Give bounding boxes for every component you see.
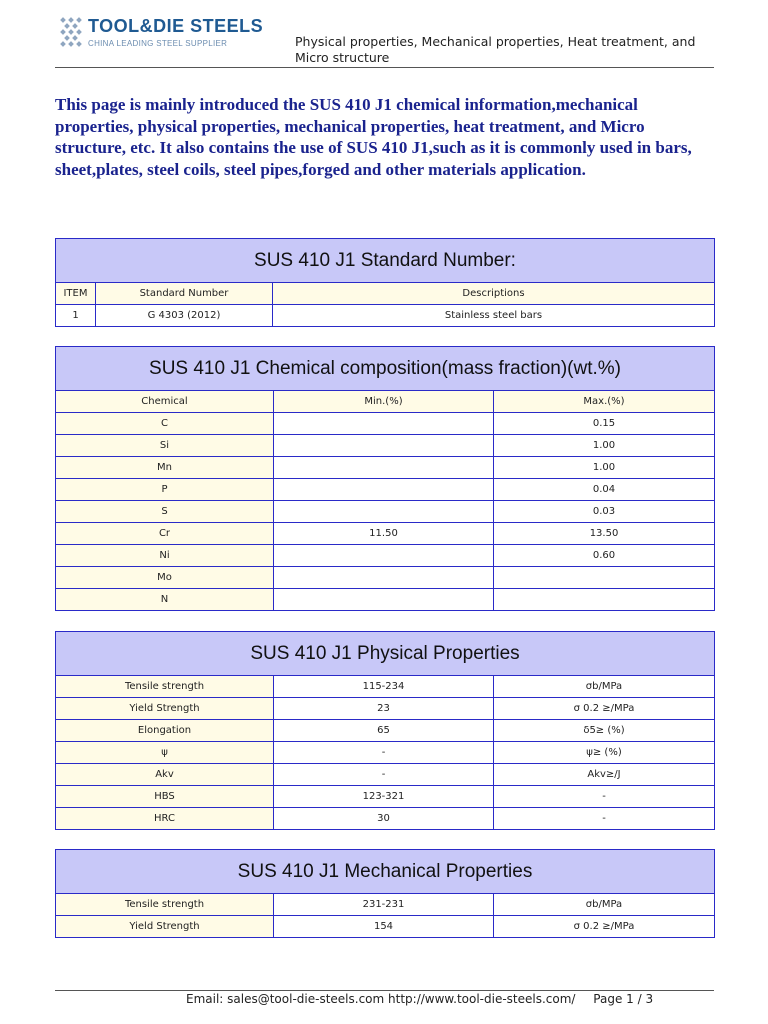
table-header-row bbox=[56, 283, 715, 305]
property-cell: HBS bbox=[56, 786, 274, 808]
value-cell: 231-231 bbox=[274, 894, 494, 916]
column-header: Chemical bbox=[56, 391, 274, 413]
value-cell: 123-321 bbox=[274, 786, 494, 808]
element-cell: Ni bbox=[56, 545, 274, 567]
column-header: Descriptions bbox=[273, 283, 715, 305]
table-row bbox=[56, 589, 715, 611]
table-cell: G 4303 (2012) bbox=[96, 305, 273, 327]
mechanical-properties-table bbox=[55, 849, 715, 938]
table-row bbox=[56, 720, 715, 742]
min-cell bbox=[274, 501, 494, 523]
min-cell bbox=[274, 435, 494, 457]
max-cell: 1.00 bbox=[494, 435, 715, 457]
max-cell: 1.00 bbox=[494, 457, 715, 479]
value-cell: 23 bbox=[274, 698, 494, 720]
header-divider bbox=[55, 67, 714, 68]
unit-cell: ψ≥ (%) bbox=[494, 742, 715, 764]
table-row bbox=[56, 501, 715, 523]
max-cell: 0.03 bbox=[494, 501, 715, 523]
property-cell: ψ bbox=[56, 742, 274, 764]
unit-cell: - bbox=[494, 808, 715, 830]
chemical-section-title: SUS 410 J1 Chemical composition(mass fraction)(wt.%) bbox=[56, 347, 715, 391]
logo-title: TOOL&DIE STEELS bbox=[88, 16, 264, 36]
table-header-row bbox=[56, 391, 715, 413]
property-cell: Tensile strength bbox=[56, 676, 274, 698]
physical-properties-table bbox=[55, 631, 715, 830]
value-cell: 154 bbox=[274, 916, 494, 938]
min-cell bbox=[274, 589, 494, 611]
logo-tagline: CHINA LEADING STEEL SUPPLIER bbox=[88, 39, 228, 48]
table-row bbox=[56, 435, 715, 457]
value-cell: - bbox=[274, 742, 494, 764]
standard-section-title: SUS 410 J1 Standard Number: bbox=[56, 239, 715, 283]
max-cell bbox=[494, 589, 715, 611]
table-row bbox=[56, 894, 715, 916]
unit-cell: δ5≥ (%) bbox=[494, 720, 715, 742]
property-cell: Tensile strength bbox=[56, 894, 274, 916]
element-cell: P bbox=[56, 479, 274, 501]
footer-divider bbox=[55, 990, 714, 991]
min-cell bbox=[274, 479, 494, 501]
table-row bbox=[56, 523, 715, 545]
column-header: ITEM bbox=[56, 283, 96, 305]
value-cell: 30 bbox=[274, 808, 494, 830]
column-header: Standard Number bbox=[96, 283, 273, 305]
element-cell: N bbox=[56, 589, 274, 611]
element-cell: S bbox=[56, 501, 274, 523]
element-cell: Mo bbox=[56, 567, 274, 589]
table-row bbox=[56, 698, 715, 720]
table-row bbox=[56, 786, 715, 808]
table-row bbox=[56, 567, 715, 589]
table-row bbox=[56, 916, 715, 938]
page-footer bbox=[186, 992, 653, 1006]
element-cell: Cr bbox=[56, 523, 274, 545]
max-cell bbox=[494, 567, 715, 589]
min-cell bbox=[274, 413, 494, 435]
table-row bbox=[56, 413, 715, 435]
table-row bbox=[56, 742, 715, 764]
value-cell: - bbox=[274, 764, 494, 786]
standard-number-table bbox=[55, 238, 715, 327]
table-row bbox=[56, 676, 715, 698]
property-cell: Akv bbox=[56, 764, 274, 786]
max-cell: 0.15 bbox=[494, 413, 715, 435]
column-header: Min.(%) bbox=[274, 391, 494, 413]
table-row bbox=[56, 545, 715, 567]
value-cell: 115-234 bbox=[274, 676, 494, 698]
physical-section-title: SUS 410 J1 Physical Properties bbox=[56, 632, 715, 676]
min-cell bbox=[274, 545, 494, 567]
min-cell bbox=[274, 457, 494, 479]
mechanical-section-title: SUS 410 J1 Mechanical Properties bbox=[56, 850, 715, 894]
min-cell: 11.50 bbox=[274, 523, 494, 545]
column-header: Max.(%) bbox=[494, 391, 715, 413]
max-cell: 0.04 bbox=[494, 479, 715, 501]
unit-cell: Akv≥/J bbox=[494, 764, 715, 786]
table-row bbox=[56, 305, 715, 327]
page-number: Page 1 / 3 bbox=[593, 992, 654, 1006]
table-row bbox=[56, 808, 715, 830]
property-cell: Yield Strength bbox=[56, 916, 274, 938]
max-cell: 0.60 bbox=[494, 545, 715, 567]
unit-cell: σb/MPa bbox=[494, 894, 715, 916]
max-cell: 13.50 bbox=[494, 523, 715, 545]
element-cell: Si bbox=[56, 435, 274, 457]
unit-cell: σb/MPa bbox=[494, 676, 715, 698]
unit-cell: σ 0.2 ≥/MPa bbox=[494, 698, 715, 720]
footer-url-link[interactable]: http://www.tool-die-steels.com/ bbox=[388, 992, 576, 1006]
company-logo bbox=[60, 14, 280, 50]
table-cell: 1 bbox=[56, 305, 96, 327]
property-cell: Elongation bbox=[56, 720, 274, 742]
unit-cell: - bbox=[494, 786, 715, 808]
unit-cell: σ 0.2 ≥/MPa bbox=[494, 916, 715, 938]
chemical-composition-table bbox=[55, 346, 715, 611]
intro-paragraph: This page is mainly introduced the SUS 410 J1 chemical information,mechanical properties, physical properties, mechanical properties, heat treatment, and Micro structure, etc. It also contains the use of SUS 410 J1,such as it is commonly used in bars, sheet,plates, steel coils, steel pipes,forged and other materials application. bbox=[55, 95, 692, 179]
table-row bbox=[56, 479, 715, 501]
property-cell: HRC bbox=[56, 808, 274, 830]
value-cell: 65 bbox=[274, 720, 494, 742]
footer-email: Email: sales@tool-die-steels.com bbox=[186, 992, 385, 1006]
logo-mark-icon bbox=[60, 17, 84, 47]
table-row bbox=[56, 764, 715, 786]
property-cell: Yield Strength bbox=[56, 698, 274, 720]
table-cell: Stainless steel bars bbox=[273, 305, 715, 327]
table-row bbox=[56, 457, 715, 479]
min-cell bbox=[274, 567, 494, 589]
header-title: Physical properties, Mechanical properties, Heat treatment, and Micro structure bbox=[295, 34, 696, 65]
element-cell: Mn bbox=[56, 457, 274, 479]
element-cell: C bbox=[56, 413, 274, 435]
